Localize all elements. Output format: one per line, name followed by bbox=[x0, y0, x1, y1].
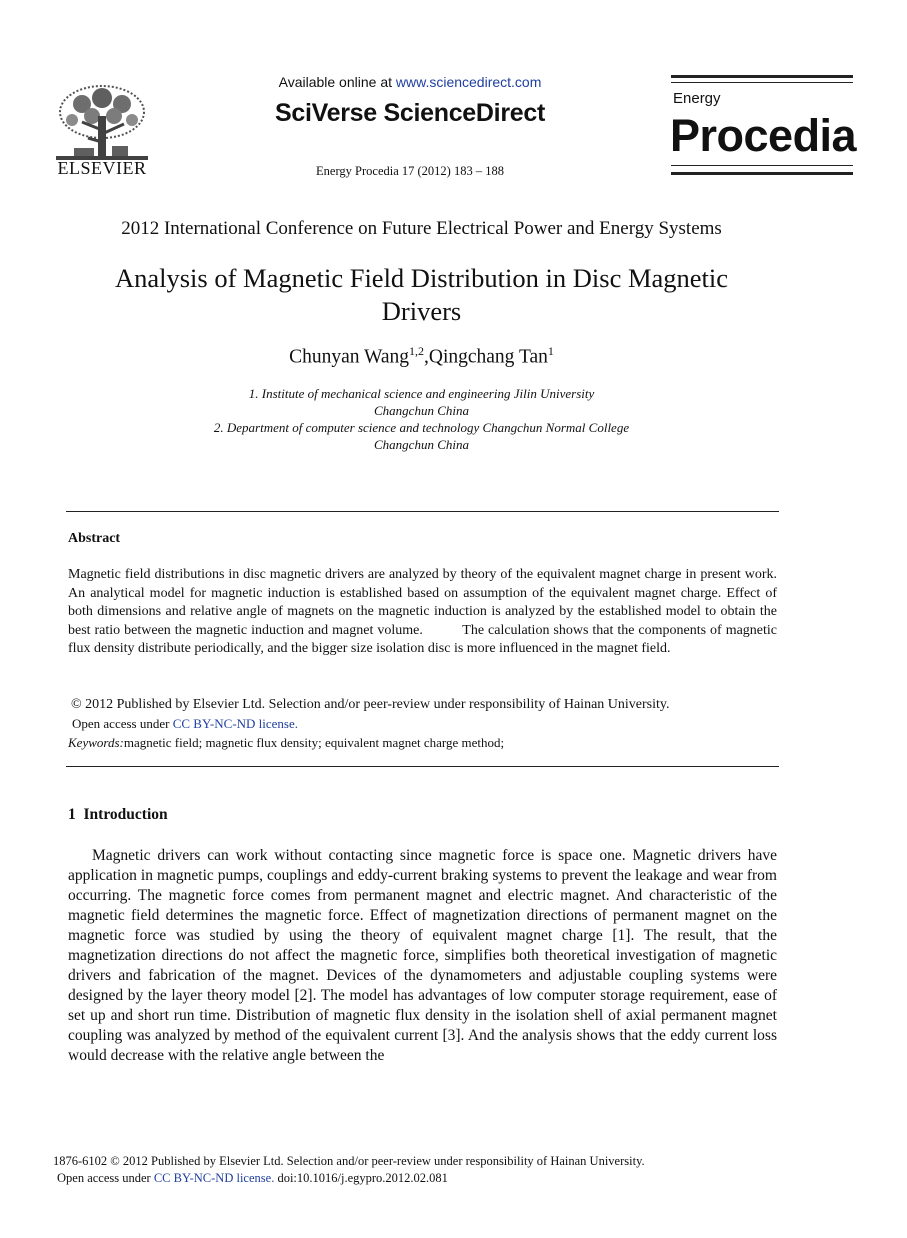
conference-name: 2012 International Conference on Future Electrical Power and Energy Systems bbox=[121, 218, 722, 239]
affiliation-line: 2. Department of computer science and technology Changchun Normal College bbox=[213, 420, 630, 435]
sciencedirect-link[interactable]: www.sciencedirect.com bbox=[395, 74, 542, 90]
affiliation-line: Changchun China bbox=[374, 437, 469, 452]
paper-title-line2: Drivers bbox=[381, 296, 462, 326]
open-access-prefix: Open access under bbox=[72, 716, 170, 731]
abstract-bottom-rule bbox=[66, 766, 779, 767]
author-name: Chunyan Wang bbox=[289, 346, 409, 368]
keywords-label: Keywords: bbox=[68, 735, 124, 750]
author-name: Qingchang Tan bbox=[428, 346, 548, 368]
procedia-bottom-rule bbox=[671, 172, 853, 175]
procedia-top-rule bbox=[671, 75, 853, 78]
energy-wordmark: Energy bbox=[673, 90, 721, 107]
affiliation-line: Changchun China bbox=[374, 403, 469, 418]
footer-open-access-prefix: Open access under bbox=[57, 1171, 151, 1185]
procedia-wordmark: Procedia bbox=[670, 110, 857, 161]
footer-license-link[interactable]: CC BY-NC-ND license. bbox=[153, 1171, 275, 1185]
copyright-notice: © 2012 Published by Elsevier Ltd. Selection and/or peer-review under responsibility of Hainan University. bbox=[71, 697, 670, 712]
paper-title-line1: Analysis of Magnetic Field Distribution in Disc Magnetic bbox=[114, 263, 729, 293]
available-online bbox=[255, 74, 565, 90]
introduction-heading: 1 Introduction bbox=[68, 806, 168, 823]
procedia-top-rule-thin bbox=[671, 82, 853, 83]
footer-copyright: 1876-6102 © 2012 Published by Elsevier Ltd. Selection and/or peer-review under responsibility of Hainan University. bbox=[53, 1154, 645, 1168]
affiliation-line: 1. Institute of mechanical science and engineering Jilin University bbox=[248, 386, 595, 401]
available-online-prefix: Available online at bbox=[278, 74, 392, 90]
paper-title bbox=[60, 262, 783, 328]
elsevier-wordmark: ELSEVIER bbox=[57, 158, 147, 178]
abstract-text: Magnetic field distributions in disc magnetic drivers are analyzed by theory of the equivalent magnet charge in present work. An analytical model for magnetic induction is established based on assumption of the equivalent magnet charge. Effect of both dimensions and relative angle of magnets on the magnetic induction is analyzed by the established model to obtain the best ratio between the magnetic induction and magnet volume. The calculation shows that the components of magnetic flux density distribute periodically, and the bigger size isolation disc is more influenced in the magnet field. bbox=[68, 567, 781, 656]
license-link[interactable]: CC BY-NC-ND license. bbox=[172, 716, 299, 731]
keywords-text: magnetic field; magnetic flux density; equivalent magnet charge method; bbox=[123, 735, 505, 750]
author-affiliation-mark: 1,2 bbox=[409, 344, 424, 358]
footer-license-line bbox=[57, 1171, 448, 1186]
abstract-top-rule bbox=[66, 511, 779, 512]
author-list: Chunyan Wang$^{1,2}$,Qingchang Tan$^1$ bbox=[289, 344, 554, 368]
abstract-heading: Abstract bbox=[68, 531, 121, 546]
procedia-bottom-rule-thin bbox=[671, 165, 853, 166]
open-access-line bbox=[72, 716, 298, 732]
sciverse-sciencedirect-logo: SciVerse ScienceDirect bbox=[275, 99, 545, 127]
keywords bbox=[68, 735, 504, 751]
introduction-text: Magnetic drivers can work without contacting since magnetic force is space one. Magnetic drivers have application in magnetic pumps, couplings and eddy-current braking systems to prevent the leakage and wear from occurring. The magnetic force comes from permanent magnet and electric magnet. And characteristic of the magnetic field determines the magnetic force. Effect of magnetization directions of permanent magnet on the magnetic force was studied by using the theory of equivalent magnet charge [1]. The result, that the magnetization directions do not affect the magnetic force, simplifies both theoretical investigation of magnetic drivers and fabrication of the magnet. Devices of the dynamometers and adjustable coupling systems were designed by the layer theory model [2]. The model has advantages of low computer storage requirement, ease of set up and short run time. Distribution of magnetic flux density in the isolation shell of axial permanent magnet coupling was analyzed by method of the equivalent current [3]. And the analysis shows that the eddy current loss would decrease with the relative angle between the bbox=[68, 847, 777, 1064]
author-affiliation-mark: 1 bbox=[547, 344, 554, 358]
journal-reference: Energy Procedia 17 (2012) 183 – 188 bbox=[316, 164, 504, 178]
footer-doi: doi:10.1016/j.egypro.2012.02.081 bbox=[277, 1171, 448, 1185]
